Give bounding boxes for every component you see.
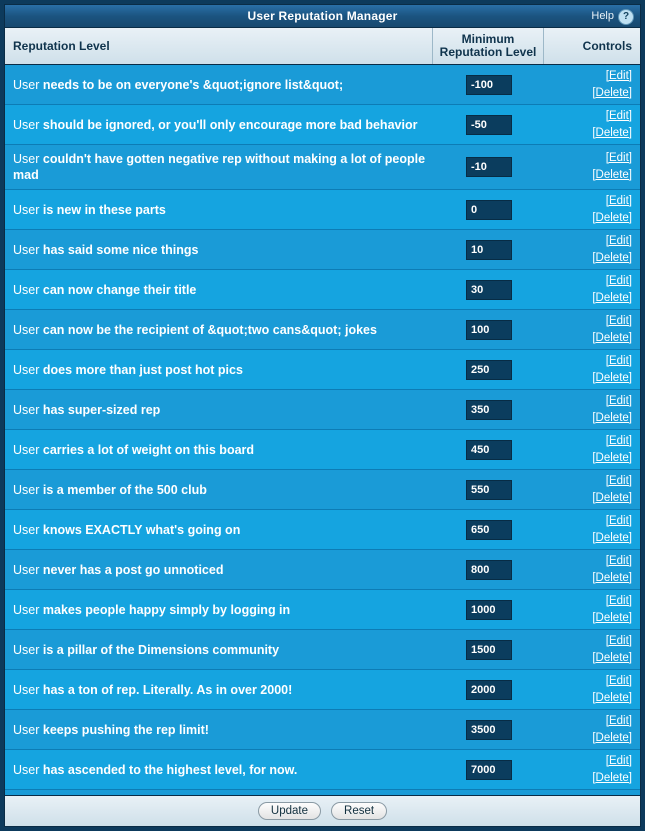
table-row xyxy=(5,670,640,710)
reputation-level-prefix: User xyxy=(13,482,40,497)
controls-cell xyxy=(544,108,640,142)
minimum-reputation-cell xyxy=(434,200,544,220)
reputation-level-description: makes people happy simply by logging in xyxy=(42,602,291,617)
reputation-level-description: should be ignored, or you'll only encourage more bad behavior xyxy=(42,117,418,132)
edit-link[interactable]: [Edit] xyxy=(605,234,632,247)
reputation-level-description: can now be the recipient of &quot;two cans&quot; jokes xyxy=(42,322,377,337)
delete-link[interactable]: [Delete] xyxy=(592,731,632,744)
minimum-reputation-input[interactable] xyxy=(466,640,512,660)
edit-link[interactable]: [Edit] xyxy=(605,514,632,527)
reputation-level-description: knows EXACTLY what's going on xyxy=(42,522,241,537)
reputation-manager-window xyxy=(4,4,641,827)
reputation-level-prefix: User xyxy=(13,362,40,377)
minimum-reputation-cell xyxy=(434,115,544,135)
controls-cell xyxy=(544,233,640,267)
edit-link[interactable]: [Edit] xyxy=(605,274,632,287)
controls-cell xyxy=(544,513,640,547)
reputation-level-text xyxy=(5,356,434,384)
delete-link[interactable]: [Delete] xyxy=(592,411,632,424)
controls-cell xyxy=(544,193,640,227)
edit-link[interactable]: [Edit] xyxy=(605,394,632,407)
column-header-controls: Controls xyxy=(582,39,632,53)
delete-link[interactable]: [Delete] xyxy=(592,371,632,384)
table-row xyxy=(5,270,640,310)
table-row xyxy=(5,230,640,270)
reputation-level-text xyxy=(5,276,434,304)
table-row xyxy=(5,510,640,550)
minimum-reputation-input[interactable] xyxy=(466,360,512,380)
reputation-level-text xyxy=(5,236,434,264)
minimum-reputation-cell xyxy=(434,280,544,300)
delete-link[interactable]: [Delete] xyxy=(592,211,632,224)
table-row xyxy=(5,65,640,105)
minimum-reputation-cell xyxy=(434,520,544,540)
minimum-reputation-cell xyxy=(434,360,544,380)
delete-link[interactable]: [Delete] xyxy=(592,611,632,624)
delete-link[interactable]: [Delete] xyxy=(592,451,632,464)
reputation-level-list xyxy=(5,65,640,795)
table-row xyxy=(5,630,640,670)
reset-button[interactable]: Reset xyxy=(331,802,387,820)
minimum-reputation-input[interactable] xyxy=(466,400,512,420)
edit-link[interactable]: [Edit] xyxy=(605,474,632,487)
reputation-level-prefix: User xyxy=(13,602,40,617)
minimum-reputation-cell xyxy=(434,640,544,660)
minimum-reputation-input[interactable] xyxy=(466,680,512,700)
reputation-level-description: can now change their title xyxy=(42,282,197,297)
reputation-level-text xyxy=(5,516,434,544)
controls-cell xyxy=(544,553,640,587)
table-row xyxy=(5,105,640,145)
table-row xyxy=(5,710,640,750)
delete-link[interactable]: [Delete] xyxy=(592,291,632,304)
reputation-level-description: has a ton of rep. Literally. As in over 2000! xyxy=(42,682,293,697)
table-row xyxy=(5,430,640,470)
reputation-level-description: never has a post go unnoticed xyxy=(42,562,224,577)
title-bar xyxy=(5,5,640,28)
table-header xyxy=(5,28,640,65)
reputation-level-description: does more than just post hot pics xyxy=(42,362,243,377)
reputation-level-text xyxy=(5,436,434,464)
controls-cell xyxy=(544,68,640,102)
reputation-level-description: needs to be on everyone's &quot;ignore list&quot; xyxy=(42,77,344,92)
delete-link[interactable]: [Delete] xyxy=(592,251,632,264)
minimum-reputation-cell xyxy=(434,400,544,420)
minimum-reputation-cell xyxy=(434,240,544,260)
reputation-level-prefix: User xyxy=(13,322,40,337)
delete-link[interactable]: [Delete] xyxy=(592,491,632,504)
controls-cell xyxy=(544,433,640,467)
controls-cell xyxy=(544,273,640,307)
minimum-reputation-cell xyxy=(434,720,544,740)
reputation-level-description: has ascended to the highest level, for now. xyxy=(42,762,298,777)
delete-link[interactable]: [Delete] xyxy=(592,691,632,704)
edit-link[interactable]: [Edit] xyxy=(605,434,632,447)
controls-cell xyxy=(544,713,640,747)
delete-link[interactable]: [Delete] xyxy=(592,86,632,99)
table-row xyxy=(5,750,640,790)
edit-link[interactable]: [Edit] xyxy=(605,754,632,767)
reputation-level-text xyxy=(5,476,434,504)
minimum-reputation-input[interactable] xyxy=(466,760,512,780)
help-icon[interactable]: ? xyxy=(618,9,634,25)
controls-cell xyxy=(544,753,640,787)
edit-link[interactable]: [Edit] xyxy=(605,69,632,82)
minimum-reputation-input[interactable] xyxy=(466,240,512,260)
reputation-level-prefix: User xyxy=(13,152,40,166)
minimum-reputation-input[interactable] xyxy=(466,200,512,220)
controls-cell xyxy=(544,633,640,667)
edit-link[interactable]: [Edit] xyxy=(605,152,632,164)
minimum-reputation-input[interactable] xyxy=(466,157,512,177)
delete-link[interactable]: [Delete] xyxy=(592,651,632,664)
controls-cell xyxy=(544,150,640,184)
reputation-level-prefix: User xyxy=(13,282,40,297)
column-header-minimum-reputation-level xyxy=(433,28,544,64)
update-button[interactable]: Update xyxy=(258,802,321,820)
reputation-level-text xyxy=(5,396,434,424)
reputation-level-prefix: User xyxy=(13,522,40,537)
minimum-reputation-input[interactable] xyxy=(466,280,512,300)
column-header-min-line1: Minimum xyxy=(461,32,515,46)
reputation-level-text xyxy=(5,636,434,664)
reputation-level-text xyxy=(5,145,434,189)
reputation-level-description: has said some nice things xyxy=(42,242,199,257)
minimum-reputation-cell xyxy=(434,157,544,177)
controls-cell xyxy=(544,353,640,387)
edit-link[interactable]: [Edit] xyxy=(605,674,632,687)
edit-link[interactable]: [Edit] xyxy=(605,594,632,607)
reputation-level-description: keeps pushing the rep limit! xyxy=(42,722,209,737)
minimum-reputation-cell xyxy=(434,560,544,580)
table-row xyxy=(5,590,640,630)
reputation-level-text xyxy=(5,316,434,344)
minimum-reputation-input[interactable] xyxy=(466,520,512,540)
help-label[interactable]: Help xyxy=(591,10,614,22)
reputation-level-description: couldn't have gotten negative rep without making a lot of people mad xyxy=(13,152,426,182)
reputation-level-text xyxy=(5,71,434,99)
page-title: User Reputation Manager xyxy=(247,9,398,23)
minimum-reputation-input[interactable] xyxy=(466,75,512,95)
minimum-reputation-cell xyxy=(434,760,544,780)
reputation-level-description: is a member of the 500 club xyxy=(42,482,207,497)
reputation-level-text xyxy=(5,756,434,784)
minimum-reputation-cell xyxy=(434,440,544,460)
minimum-reputation-cell xyxy=(434,75,544,95)
reputation-level-description: has super-sized rep xyxy=(42,402,161,417)
delete-link[interactable]: [Delete] xyxy=(592,126,632,139)
reputation-level-prefix: User xyxy=(13,722,40,737)
reputation-level-prefix: User xyxy=(13,642,40,657)
edit-link[interactable]: [Edit] xyxy=(605,354,632,367)
reputation-level-text xyxy=(5,556,434,584)
minimum-reputation-cell xyxy=(434,480,544,500)
reputation-level-prefix: User xyxy=(13,442,40,457)
reputation-level-prefix: User xyxy=(13,762,40,777)
reputation-level-text xyxy=(5,596,434,624)
edit-link[interactable]: [Edit] xyxy=(605,714,632,727)
delete-link[interactable]: [Delete] xyxy=(592,169,632,181)
edit-link[interactable]: [Edit] xyxy=(605,194,632,207)
delete-link[interactable]: [Delete] xyxy=(592,771,632,784)
table-row xyxy=(5,190,640,230)
minimum-reputation-input[interactable] xyxy=(466,480,512,500)
table-row xyxy=(5,310,640,350)
table-row xyxy=(5,390,640,430)
reputation-level-prefix: User xyxy=(13,202,40,217)
reputation-level-description: carries a lot of weight on this board xyxy=(42,442,255,457)
reputation-level-description: is new in these parts xyxy=(42,202,166,217)
reputation-level-prefix: User xyxy=(13,562,40,577)
reputation-level-prefix: User xyxy=(13,242,40,257)
controls-cell xyxy=(544,673,640,707)
column-header-min-line2: Reputation Level xyxy=(439,45,537,59)
reputation-level-prefix: User xyxy=(13,682,40,697)
edit-link[interactable]: [Edit] xyxy=(605,314,632,327)
minimum-reputation-input[interactable] xyxy=(466,320,512,340)
reputation-level-prefix: User xyxy=(13,402,40,417)
reputation-level-text xyxy=(5,196,434,224)
reputation-level-description: is a pillar of the Dimensions community xyxy=(42,642,280,657)
edit-link[interactable]: [Edit] xyxy=(605,634,632,647)
delete-link[interactable]: [Delete] xyxy=(592,331,632,344)
minimum-reputation-cell xyxy=(434,320,544,340)
controls-cell xyxy=(544,593,640,627)
minimum-reputation-input[interactable] xyxy=(466,115,512,135)
minimum-reputation-input[interactable] xyxy=(466,600,512,620)
edit-link[interactable]: [Edit] xyxy=(605,109,632,122)
minimum-reputation-input[interactable] xyxy=(466,560,512,580)
reputation-level-prefix: User xyxy=(13,117,40,132)
column-header-reputation-level: Reputation Level xyxy=(5,28,433,64)
controls-cell xyxy=(544,313,640,347)
controls-cell xyxy=(544,473,640,507)
reputation-level-text xyxy=(5,716,434,744)
delete-link[interactable]: [Delete] xyxy=(592,571,632,584)
table-row xyxy=(5,550,640,590)
reputation-level-text xyxy=(5,111,434,139)
footer-bar xyxy=(5,795,640,826)
reputation-level-prefix: User xyxy=(13,77,40,92)
edit-link[interactable]: [Edit] xyxy=(605,554,632,567)
minimum-reputation-input[interactable] xyxy=(466,720,512,740)
controls-cell xyxy=(544,393,640,427)
minimum-reputation-cell xyxy=(434,680,544,700)
reputation-level-text xyxy=(5,676,434,704)
minimum-reputation-input[interactable] xyxy=(466,440,512,460)
table-row xyxy=(5,350,640,390)
minimum-reputation-cell xyxy=(434,600,544,620)
delete-link[interactable]: [Delete] xyxy=(592,531,632,544)
table-row xyxy=(5,470,640,510)
table-row xyxy=(5,145,640,190)
